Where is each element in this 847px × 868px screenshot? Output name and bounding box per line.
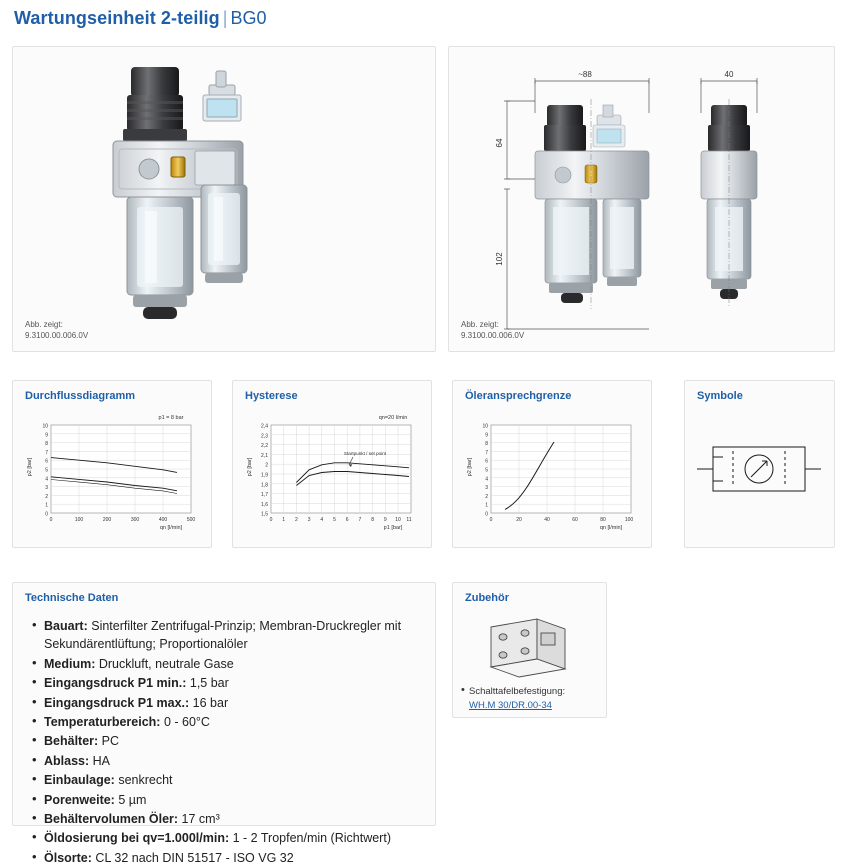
tech-label: Bauart: <box>44 619 88 633</box>
tech-label: Öldosierung bei qv=1.000l/min: <box>44 831 230 846</box>
svg-text:0: 0 <box>45 511 48 518</box>
list-item <box>31 829 425 847</box>
svg-text:3: 3 <box>485 485 488 492</box>
accessory-link[interactable]: WH.M 30/DR.00-34 <box>469 700 552 711</box>
photo-caption <box>25 319 88 341</box>
svg-text:2,4: 2,4 <box>261 423 268 430</box>
svg-text:5: 5 <box>485 467 488 474</box>
dim-label-height-bottom: 102 <box>495 252 504 266</box>
svg-text:9: 9 <box>383 517 387 523</box>
svg-text:8: 8 <box>371 517 374 523</box>
svg-text:3: 3 <box>307 517 311 523</box>
svg-text:8: 8 <box>45 441 48 448</box>
svg-text:100: 100 <box>624 517 634 523</box>
page-title-main: Wartungseinheit 2-teilig <box>14 8 220 28</box>
svg-text:8: 8 <box>485 441 488 448</box>
dimension-drawing-card <box>448 46 835 352</box>
svg-text:0: 0 <box>489 517 493 523</box>
tech-value: 1,5 bar <box>186 676 229 691</box>
dimension-caption-line2: 9.3100.00.006.0V <box>461 331 525 340</box>
symbols-card <box>684 380 835 548</box>
tech-label: Medium: <box>44 656 96 671</box>
svg-text:7: 7 <box>45 449 48 456</box>
accessory-caption <box>469 685 600 712</box>
tech-value: 17 cm³ <box>178 812 220 827</box>
oil-ylabel: p2 [bar] <box>467 457 473 477</box>
technical-data-card <box>12 582 436 865</box>
tech-value: 0 - 60°C <box>160 715 210 730</box>
tech-label: Behälter: <box>44 734 99 749</box>
tech-label: Temperaturbereich: <box>44 715 161 730</box>
tech-value: 1 - 2 Tropfen/min (Richtwert) <box>229 831 391 846</box>
technical-data-title: Technische Daten <box>25 592 119 604</box>
flow-ylabel: p2 [bar] <box>27 457 33 477</box>
svg-text:2,2: 2,2 <box>261 443 268 450</box>
svg-text:100: 100 <box>74 517 84 523</box>
dimension-caption-line1: Abb. zeigt: <box>461 320 499 329</box>
svg-text:9: 9 <box>45 432 48 439</box>
svg-text:2: 2 <box>295 517 298 523</box>
accessory-caption-text: Schalttafelbefestigung: <box>469 686 566 697</box>
svg-text:7: 7 <box>358 517 362 523</box>
svg-text:11: 11 <box>406 517 412 523</box>
list-item <box>31 732 425 750</box>
svg-text:60: 60 <box>572 517 578 523</box>
tech-value: CL 32 nach DIN 51517 - ISO VG 32 <box>91 850 294 865</box>
tech-label: Behältervolumen Öler: <box>44 812 179 827</box>
svg-text:20: 20 <box>516 517 522 523</box>
svg-text:4: 4 <box>45 476 48 483</box>
svg-text:500: 500 <box>186 517 196 523</box>
tech-label: Ablass: <box>44 753 90 768</box>
svg-text:1,6: 1,6 <box>261 501 268 508</box>
svg-text:40: 40 <box>544 517 550 523</box>
oil-xlabel: qn [l/min] <box>599 525 623 531</box>
hysteresis-xlabel: p1 [bar] <box>383 525 403 531</box>
svg-text:2,1: 2,1 <box>261 452 268 459</box>
accessory-card <box>452 582 607 718</box>
photo-caption-line2: 9.3100.00.006.0V <box>25 331 89 340</box>
dim-label-width-right: 40 <box>724 70 734 79</box>
flow-diagram-chart <box>21 407 205 533</box>
svg-text:200: 200 <box>102 517 112 523</box>
hysteresis-annotation: qn=20 l/min <box>378 415 408 421</box>
tech-label: Ölsorte: <box>44 850 92 865</box>
product-photo-card <box>12 46 436 352</box>
tech-value: senkrecht <box>114 773 173 788</box>
product-photo-illustration <box>75 61 375 331</box>
svg-text:9: 9 <box>485 432 488 439</box>
flow-diagram-card <box>12 380 212 548</box>
tech-value: PC <box>98 734 120 749</box>
svg-text:300: 300 <box>130 517 140 523</box>
tech-label: Eingangsdruck P1 max.: <box>44 695 190 710</box>
hysteresis-card <box>232 380 432 548</box>
svg-text:6: 6 <box>485 458 488 465</box>
flow-diagram-title: Durchflussdiagramm <box>25 390 136 402</box>
svg-text:4: 4 <box>320 517 324 523</box>
dimension-caption <box>461 319 524 341</box>
hysteresis-chart <box>241 407 425 533</box>
svg-text:1: 1 <box>45 502 48 509</box>
svg-text:0: 0 <box>485 511 488 518</box>
list-item <box>31 713 425 731</box>
svg-text:80: 80 <box>600 517 606 523</box>
dimension-drawing <box>489 59 809 331</box>
list-item <box>31 791 425 809</box>
svg-text:10: 10 <box>482 423 488 430</box>
svg-text:2,3: 2,3 <box>261 433 268 440</box>
list-item <box>31 849 425 867</box>
oil-response-limit-title: Öleransprechgrenze <box>465 390 572 402</box>
tech-label: Porenweite: <box>44 792 115 807</box>
dim-label-width-total: ~88 <box>578 70 592 79</box>
tech-label: Eingangsdruck P1 min.: <box>44 676 187 691</box>
tech-value: Sinterfilter Zentrifugal-Prinzip; Membran-Druckregler mit Sekundärentlüftung; Proportionalöler <box>44 619 402 652</box>
list-item <box>31 694 425 712</box>
svg-text:1: 1 <box>282 517 286 523</box>
svg-text:1,8: 1,8 <box>261 482 268 489</box>
svg-text:2: 2 <box>265 462 268 469</box>
svg-text:2: 2 <box>485 493 488 500</box>
hysteresis-setpoint-label: Startpunkt / set point <box>343 451 387 456</box>
svg-text:10: 10 <box>395 517 401 523</box>
list-item <box>31 617 425 654</box>
tech-value: Druckluft, neutrale Gase <box>95 656 234 671</box>
tech-value: HA <box>89 753 110 768</box>
list-item <box>31 752 425 770</box>
svg-text:0: 0 <box>49 517 53 523</box>
tech-label: Einbaulage: <box>44 773 115 788</box>
list-item <box>31 655 425 673</box>
flow-annotation: p1 = 8 bar <box>158 415 184 421</box>
photo-caption-line1: Abb. zeigt: <box>25 320 63 329</box>
oil-response-limit-card <box>452 380 652 548</box>
dim-label-height-top: 64 <box>495 138 504 148</box>
hysteresis-ylabel: p2 [bar] <box>247 457 253 477</box>
list-item <box>31 810 425 828</box>
list-item <box>31 674 425 692</box>
svg-text:1,7: 1,7 <box>261 492 268 499</box>
svg-text:1,9: 1,9 <box>261 472 268 479</box>
svg-text:2: 2 <box>45 493 48 500</box>
svg-text:4: 4 <box>485 476 488 483</box>
symbol-diagram <box>695 427 825 513</box>
svg-text:6: 6 <box>45 458 48 465</box>
svg-text:10: 10 <box>42 423 48 430</box>
svg-text:1,5: 1,5 <box>261 511 268 518</box>
svg-text:0: 0 <box>269 517 273 523</box>
svg-text:3: 3 <box>45 485 48 492</box>
mounting-bracket-icon <box>481 615 573 679</box>
tech-value: 16 bar <box>189 695 229 710</box>
page-title-separator: | <box>222 8 228 28</box>
svg-text:5: 5 <box>333 517 336 523</box>
svg-text:6: 6 <box>345 517 349 523</box>
technical-data-list <box>31 617 425 868</box>
page-title <box>0 8 847 40</box>
page-title-sub: BG0 <box>230 8 267 28</box>
accessory-title: Zubehör <box>465 592 509 604</box>
symbols-title: Symbole <box>697 390 743 402</box>
list-item <box>31 771 425 789</box>
svg-text:1: 1 <box>485 502 488 509</box>
flow-xlabel: qn [l/min] <box>159 525 183 531</box>
oil-response-limit-chart <box>461 407 645 533</box>
tech-value: 5 µm <box>114 792 147 807</box>
svg-text:7: 7 <box>485 449 488 456</box>
svg-text:5: 5 <box>45 467 48 474</box>
hysteresis-title: Hysterese <box>245 390 298 402</box>
svg-text:400: 400 <box>158 517 168 523</box>
